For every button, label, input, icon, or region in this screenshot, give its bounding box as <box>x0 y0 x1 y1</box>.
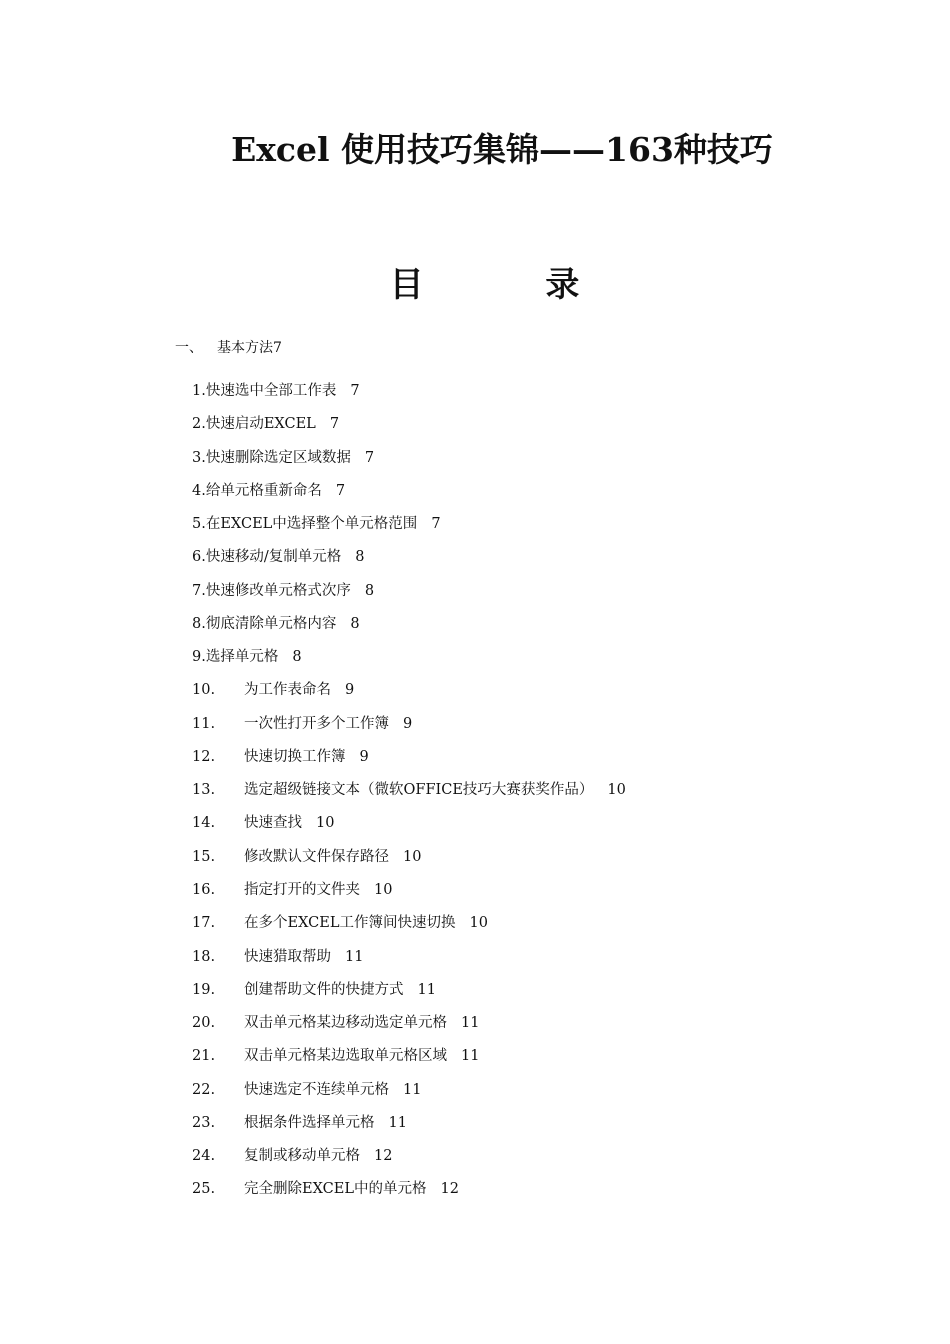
toc-item[interactable] <box>192 1012 626 1045</box>
toc-item-title: 创建帮助文件的快捷方式 <box>244 981 404 998</box>
toc-heading: 目 录 <box>389 265 635 305</box>
toc-item-title: 双击单元格某边选取单元格区域 <box>244 1048 447 1065</box>
toc-item-page: 11 <box>461 1015 480 1032</box>
toc-item-title: 彻底清除单元格内容 <box>205 615 337 632</box>
toc-item[interactable] <box>192 447 626 480</box>
toc-item-page: 9 <box>345 682 355 699</box>
section-number: 一、 <box>175 340 203 356</box>
toc-item[interactable] <box>192 380 626 413</box>
toc-item-title: 快速删除选定区域数据 <box>205 449 351 466</box>
toc-item[interactable] <box>192 413 626 446</box>
toc-item-title: 快速选定不连续单元格 <box>244 1081 389 1098</box>
toc-item[interactable] <box>192 546 626 579</box>
toc-item-title: 快速猎取帮助 <box>244 948 331 965</box>
toc-item-number: 22. <box>192 1081 216 1098</box>
toc-item-title: 在多个EXCEL工作簿间快速切换 <box>244 915 456 932</box>
toc-item-page: 7 <box>431 516 441 533</box>
toc-item-title: 给单元格重新命名 <box>205 482 322 499</box>
toc-item-number: 4. <box>192 482 206 499</box>
toc-item-number: 12. <box>192 748 216 765</box>
toc-item-page: 10 <box>607 782 626 799</box>
toc-item-page: 8 <box>364 582 375 599</box>
toc-item-page: 7 <box>350 383 360 399</box>
toc-item[interactable] <box>192 846 626 879</box>
toc-item-number: 15. <box>192 848 216 865</box>
toc-item-title: 快速修改单元格式次序 <box>205 582 351 599</box>
toc-item-number: 13. <box>192 782 216 799</box>
toc-item-page: 10 <box>469 915 488 932</box>
toc-item-number: 5. <box>192 516 206 533</box>
toc-item-page: 11 <box>403 1081 422 1098</box>
toc-item[interactable] <box>192 1045 626 1078</box>
toc-item-page: 9 <box>403 715 413 732</box>
toc-item-page: 10 <box>374 881 393 898</box>
toc-item-page: 11 <box>417 981 436 998</box>
toc-item-page: 11 <box>345 948 364 965</box>
toc-item-title: 快速选中全部工作表 <box>205 383 337 399</box>
toc-item[interactable] <box>192 779 626 812</box>
toc-item-title: 双击单元格某边移动选定单元格 <box>244 1015 447 1032</box>
toc-item-number: 2. <box>192 416 206 433</box>
toc-item-number: 1. <box>192 383 206 399</box>
toc-item-number: 18. <box>192 948 216 965</box>
document-title: Excel 使用技巧集锦——163种技巧 <box>231 130 773 169</box>
toc-item[interactable] <box>192 812 626 845</box>
toc-section[interactable] <box>175 338 282 358</box>
toc-item-title: 快速移动/复制单元格 <box>205 549 342 566</box>
toc-item-number: 25. <box>192 1181 216 1198</box>
toc-item[interactable] <box>192 713 626 746</box>
toc-item[interactable] <box>192 912 626 945</box>
section-title: 基本方法 <box>217 340 273 356</box>
toc-item-number: 23. <box>192 1114 216 1131</box>
toc-item-number: 20. <box>192 1015 216 1032</box>
toc-item-page: 7 <box>329 416 340 433</box>
toc-item-number: 11. <box>192 715 216 732</box>
toc-item-title: 一次性打开多个工作簿 <box>244 715 389 732</box>
toc-list <box>192 380 626 1212</box>
toc-item-title: 在EXCEL中选择整个单元格范围 <box>205 516 418 533</box>
toc-item[interactable] <box>192 946 626 979</box>
toc-item-title: 快速切换工作簿 <box>244 748 346 765</box>
toc-item-title: 完全删除EXCEL中的单元格 <box>244 1181 427 1198</box>
toc-item-page: 8 <box>355 549 365 566</box>
toc-item-page: 8 <box>350 615 360 632</box>
section-page: 7 <box>273 340 282 356</box>
toc-item[interactable] <box>192 1145 626 1178</box>
toc-item-page: 11 <box>388 1114 407 1131</box>
toc-item-page: 12 <box>440 1181 459 1198</box>
toc-item[interactable] <box>192 979 626 1012</box>
toc-item-page: 7 <box>335 482 346 499</box>
toc-item[interactable] <box>192 513 626 546</box>
toc-item-title: 快速启动EXCEL <box>205 416 316 433</box>
toc-item-page: 12 <box>374 1148 393 1165</box>
toc-item-title: 指定打开的文件夹 <box>244 881 360 898</box>
toc-item-number: 7. <box>192 582 206 599</box>
toc-item-number: 10. <box>192 682 216 699</box>
toc-item-page: 8 <box>292 649 302 666</box>
toc-item-number: 14. <box>192 815 216 832</box>
toc-item[interactable] <box>192 1079 626 1112</box>
toc-item[interactable] <box>192 1112 626 1145</box>
toc-item[interactable] <box>192 679 626 712</box>
toc-item-number: 8. <box>192 615 206 632</box>
toc-item-page: 7 <box>364 449 375 466</box>
toc-item-page: 10 <box>316 815 335 832</box>
toc-item-number: 6. <box>192 549 206 566</box>
toc-item-title: 选定超级链接文本（微软OFFICE技巧大赛获奖作品） <box>244 782 594 799</box>
toc-item-page: 10 <box>403 848 422 865</box>
toc-item[interactable] <box>192 879 626 912</box>
toc-item-title: 修改默认文件保存路径 <box>244 848 389 865</box>
toc-item[interactable] <box>192 580 626 613</box>
toc-item-title: 选择单元格 <box>205 649 279 666</box>
toc-item-title: 快速查找 <box>244 815 302 832</box>
toc-item-number: 21. <box>192 1048 216 1065</box>
toc-item-number: 17. <box>192 915 216 932</box>
toc-item-number: 9. <box>192 649 206 666</box>
toc-item-number: 19. <box>192 981 216 998</box>
toc-item-page: 9 <box>359 748 369 765</box>
toc-item[interactable] <box>192 613 626 646</box>
toc-item-number: 24. <box>192 1148 216 1165</box>
toc-item[interactable] <box>192 1178 626 1211</box>
toc-item-number: 16. <box>192 881 216 898</box>
toc-item-title: 复制或移动单元格 <box>244 1148 360 1165</box>
toc-item-page: 11 <box>461 1048 480 1065</box>
toc-item[interactable] <box>192 646 626 679</box>
toc-item-title: 为工作表命名 <box>244 682 331 699</box>
toc-item-number: 3. <box>192 449 206 466</box>
toc-item[interactable] <box>192 480 626 513</box>
toc-item-title: 根据条件选择单元格 <box>244 1114 375 1131</box>
toc-item[interactable] <box>192 746 626 779</box>
